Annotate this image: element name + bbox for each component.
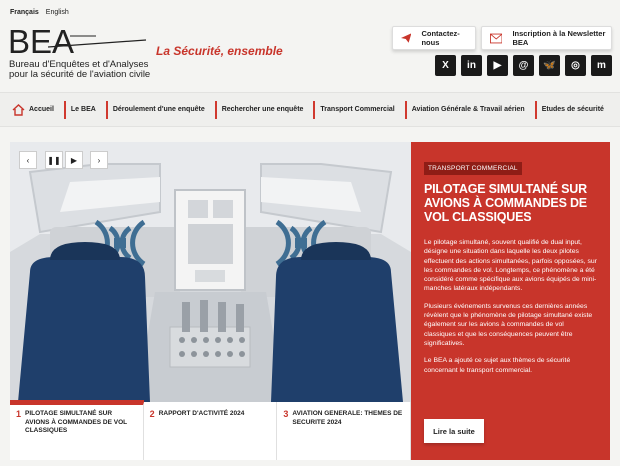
slide-tab-label: PILOTAGE SIMULTANÉ SUR AVIONS À COMMANDES DE VOL CLASSIQUES <box>25 410 127 434</box>
slider-next-button[interactable]: › <box>90 151 108 169</box>
mail-icon <box>490 33 502 44</box>
bea-logo-mark <box>8 24 148 60</box>
nav-home[interactable] <box>8 101 60 119</box>
newsletter-button[interactable] <box>481 26 612 50</box>
slide-tab-label: AVIATION GENERALE: THEMES DE SECURITE 2024 <box>292 410 403 426</box>
main-nav <box>0 92 620 127</box>
logo-line-1: Bureau d'Enquêtes et d'Analyses <box>9 59 149 70</box>
slide-tab-number: 2 <box>149 409 155 419</box>
article-paragraph-1: Le pilotage simultané, souvent qualifié de dual input, désigne une situation dans laquelle les deux pilotes effectuent des actions simultanées, parfois opposées, sur les commandes de vol. Longtemps, ce phénomène a été considéré comme spécifique aux avions équipés de mini-manches latéraux indépendants. <box>424 239 597 293</box>
nav-aviation-generale[interactable]: Aviation Générale & Travail aérien <box>405 101 531 119</box>
lang-english[interactable]: English <box>45 9 69 16</box>
article-category-badge[interactable]: TRANSPORT COMMERCIAL <box>424 162 522 175</box>
nav-transport-commercial[interactable]: Transport Commercial <box>313 101 400 119</box>
read-more-button[interactable]: Lire la suite <box>424 419 484 443</box>
nav-rechercher[interactable]: Rechercher une enquête <box>215 101 310 119</box>
newsletter-label: Inscription à la Newsletter BEA <box>512 29 606 47</box>
logo-line-2: pour la sécurité de l'aviation civile <box>9 69 151 80</box>
article-paragraph-2: Plusieurs événements survenus ces dernières années révèlent que le phénomène de pilotage simultané existe également sur les avions à commandes de vol classiques et que les conséquences peuvent être significatives. <box>424 302 593 347</box>
mastodon-icon[interactable]: m <box>591 55 612 76</box>
slide-tab-number: 3 <box>283 409 289 419</box>
slider-play-button[interactable]: ▶ <box>65 151 83 169</box>
slide-tab-3[interactable] <box>277 402 411 460</box>
contact-button[interactable] <box>392 26 476 50</box>
cockpit-illustration <box>10 142 411 402</box>
nav-etudes-securite[interactable]: Etudes de sécurité <box>535 101 610 119</box>
lang-francais[interactable]: Français <box>10 9 39 16</box>
threads-icon[interactable]: @ <box>513 55 534 76</box>
slider-prev-button[interactable]: ‹ <box>19 151 37 169</box>
slider-pause-button[interactable]: ❚❚ <box>45 151 63 169</box>
slide-tabs <box>10 402 411 460</box>
slide-tab-2[interactable] <box>144 402 278 460</box>
contact-label: Contactez-nous <box>421 29 460 47</box>
slogan: La Sécurité, ensemble <box>156 44 283 58</box>
home-icon <box>12 104 25 116</box>
article-panel <box>411 142 610 460</box>
nav-le-bea[interactable]: Le BEA <box>64 101 102 119</box>
youtube-icon[interactable]: ▶ <box>487 55 508 76</box>
slide-tab-number: 1 <box>16 409 22 419</box>
logo-tagline <box>9 60 150 80</box>
article-paragraph-3: Le BEA a ajouté ce sujet aux thèmes de sécurité concernant le transport commercial. <box>424 357 571 374</box>
linkedin-icon[interactable]: in <box>461 55 482 76</box>
svg-text:BEA: BEA <box>8 24 75 60</box>
social-links <box>435 55 612 76</box>
x-icon[interactable]: X <box>435 55 456 76</box>
nav-deroulement[interactable]: Déroulement d'une enquête <box>106 101 211 119</box>
language-switcher <box>10 9 69 16</box>
article-title: PILOTAGE SIMULTANÉ SUR AVIONS À COMMANDES DE VOL CLASSIQUES <box>424 182 587 224</box>
send-icon <box>401 33 411 43</box>
bea-logo[interactable] <box>8 24 158 84</box>
bluesky-icon[interactable]: 🦋 <box>539 55 560 76</box>
slide-tab-1[interactable] <box>10 402 144 460</box>
slider <box>10 142 411 460</box>
slide-tab-label: RAPPORT D'ACTIVITÉ 2024 <box>158 410 245 417</box>
instagram-icon[interactable]: ◎ <box>565 55 586 76</box>
nav-home-label: Accueil <box>29 106 54 113</box>
